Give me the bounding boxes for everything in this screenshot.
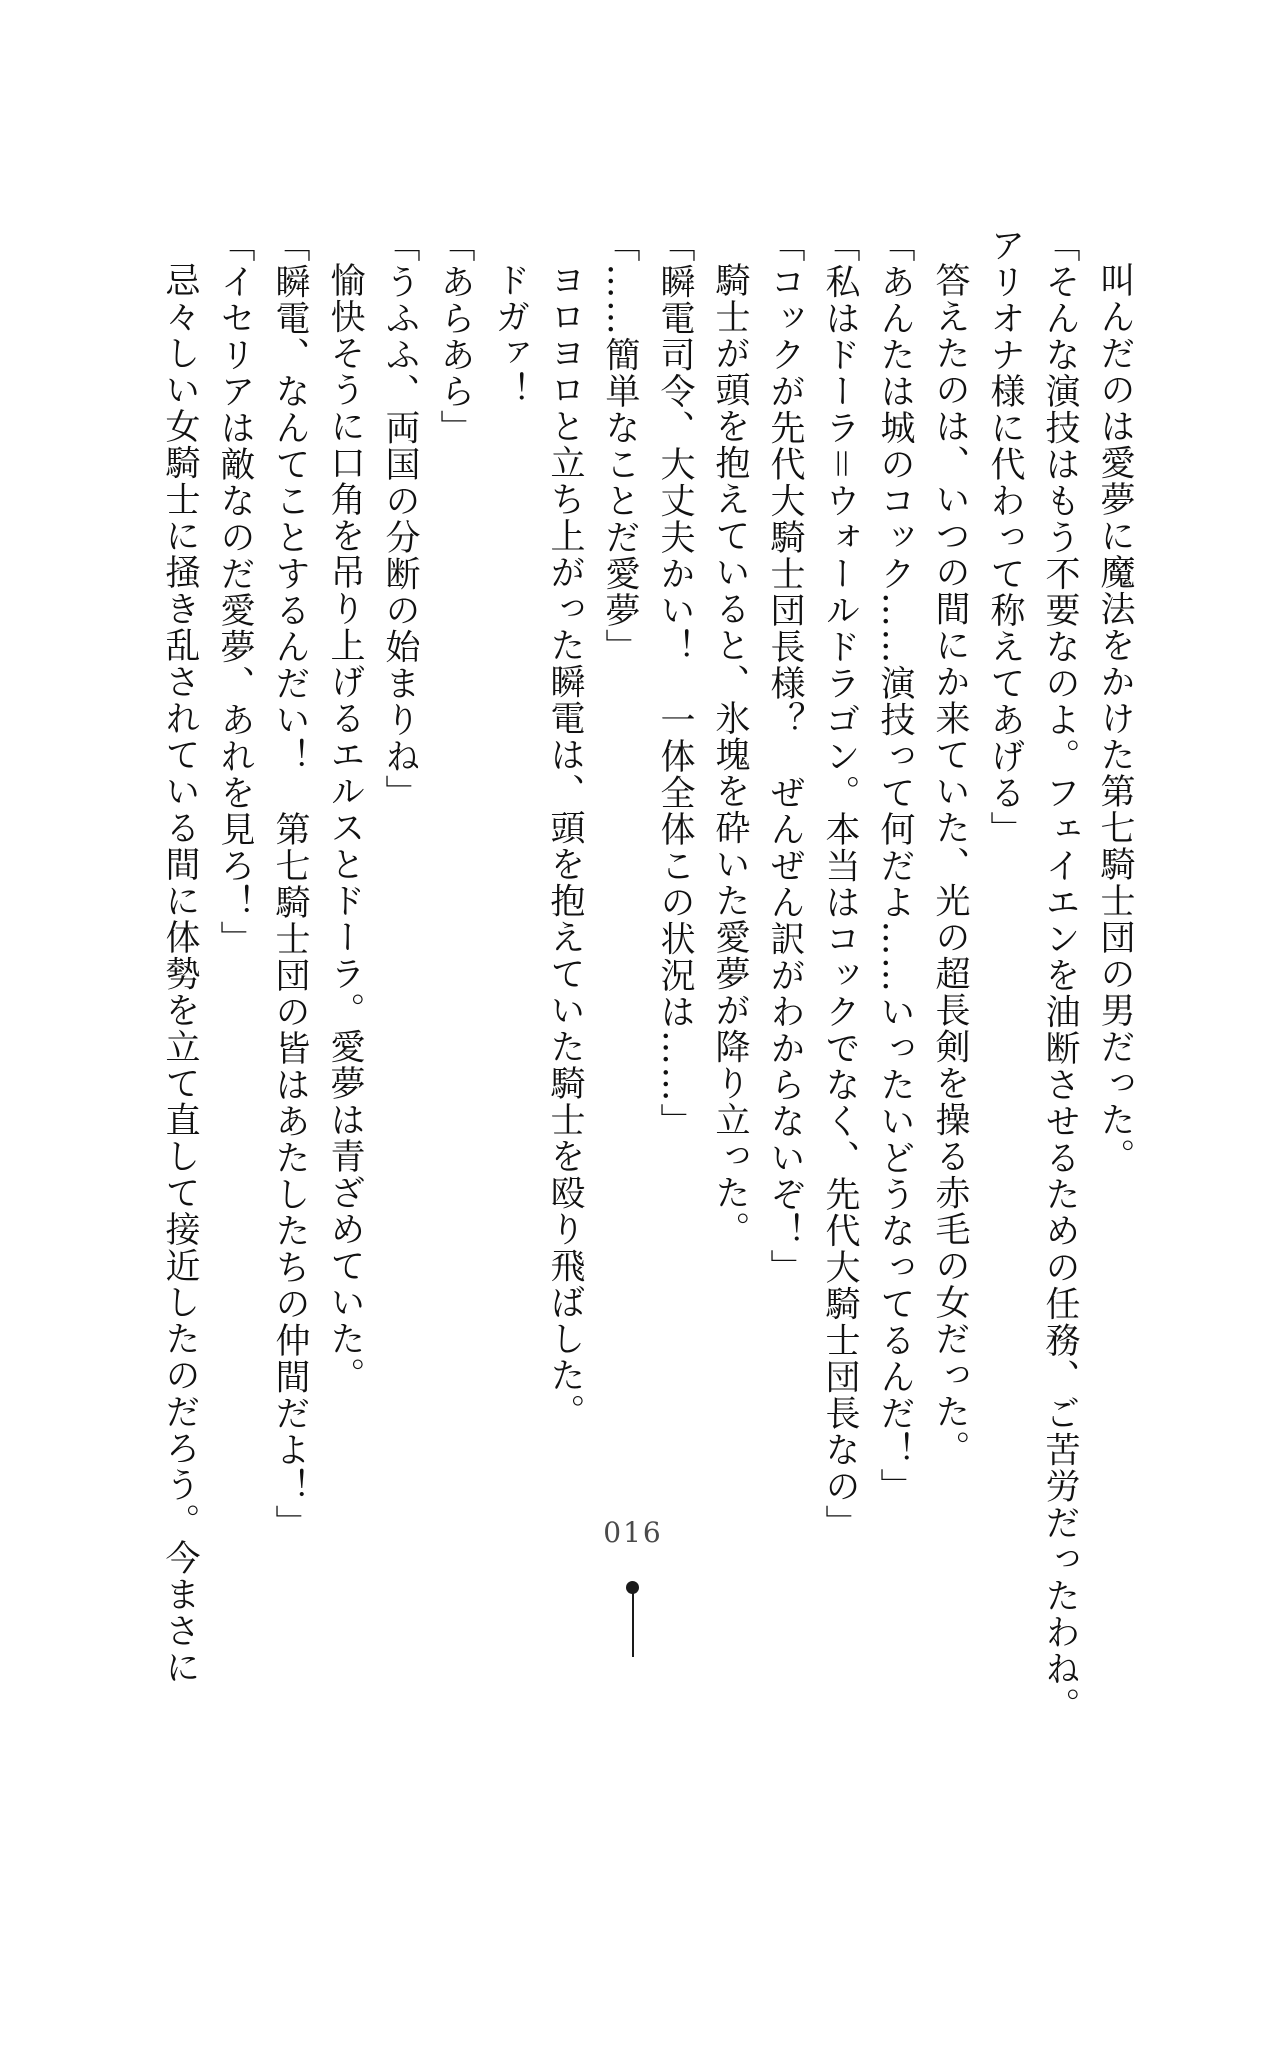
- dialogue-paragraph: 「瞬電、なんてことするんだい！ 第七騎士団の皆はあたしたちの仲間だよ！」: [270, 227, 310, 1541]
- dialogue-paragraph: 「イセリアは敵なのだ愛夢、あれを見ろ！」: [215, 227, 255, 957]
- dialogue-paragraph: 「あらあら」: [435, 227, 475, 446]
- dialogue-paragraph: 「そんな演技はもう不要なのよ。フェイエンを油断させるための任務、ご苦労だったわね。アリオナ様に代わって称えてあげる」: [985, 227, 1080, 1724]
- footer-marker-line: [632, 1593, 634, 1657]
- page-number: 016: [603, 1516, 663, 1549]
- narration-paragraph: ヨロヨロと立ち上がった瞬電は、頭を抱えていた騎士を殴り飛ばした。: [545, 262, 585, 1430]
- dialogue-paragraph: 「うふふ、両国の分断の始まりね」: [380, 227, 420, 811]
- dialogue-paragraph: 「コックが先代大騎士団長様？ ぜんぜん訳がわからないぞ！」: [765, 227, 805, 1286]
- narration-paragraph: ドガァ！: [490, 262, 530, 408]
- narration-paragraph: 騎士が頭を抱えていると、氷塊を砕いた愛夢が降り立った。: [710, 262, 750, 1248]
- narration-paragraph: 答えたのは、いつの間にか来ていた、光の超長剣を操る赤毛の女だった。: [930, 262, 970, 1467]
- vertical-text-block: [142, 227, 1142, 1732]
- narration-paragraph: 忌々しい女騎士に掻き乱されている間に体勢を立て直して接近したのだろう。今まさに: [160, 262, 200, 1686]
- dialogue-paragraph: 「あんたは城のコック……演技って何だよ……いったいどうなってるんだ！」: [875, 227, 915, 1505]
- narration-paragraph: 叫んだのは愛夢に魔法をかけた第七騎士団の男だった。: [1095, 262, 1135, 1175]
- dialogue-paragraph: 「私はドーラ＝ウォールドラゴン。本当はコックでなく、先代大騎士団長なの」: [820, 227, 860, 1542]
- narration-paragraph: 愉快そうに口角を吊り上げるエルスとドーラ。愛夢は青ざめていた。: [325, 262, 365, 1394]
- dialogue-paragraph: 「瞬電司令、大丈夫かい！ 一体全体この状況は……」: [655, 227, 695, 1140]
- dialogue-paragraph: 「……簡単なことだ愛夢」: [600, 227, 640, 665]
